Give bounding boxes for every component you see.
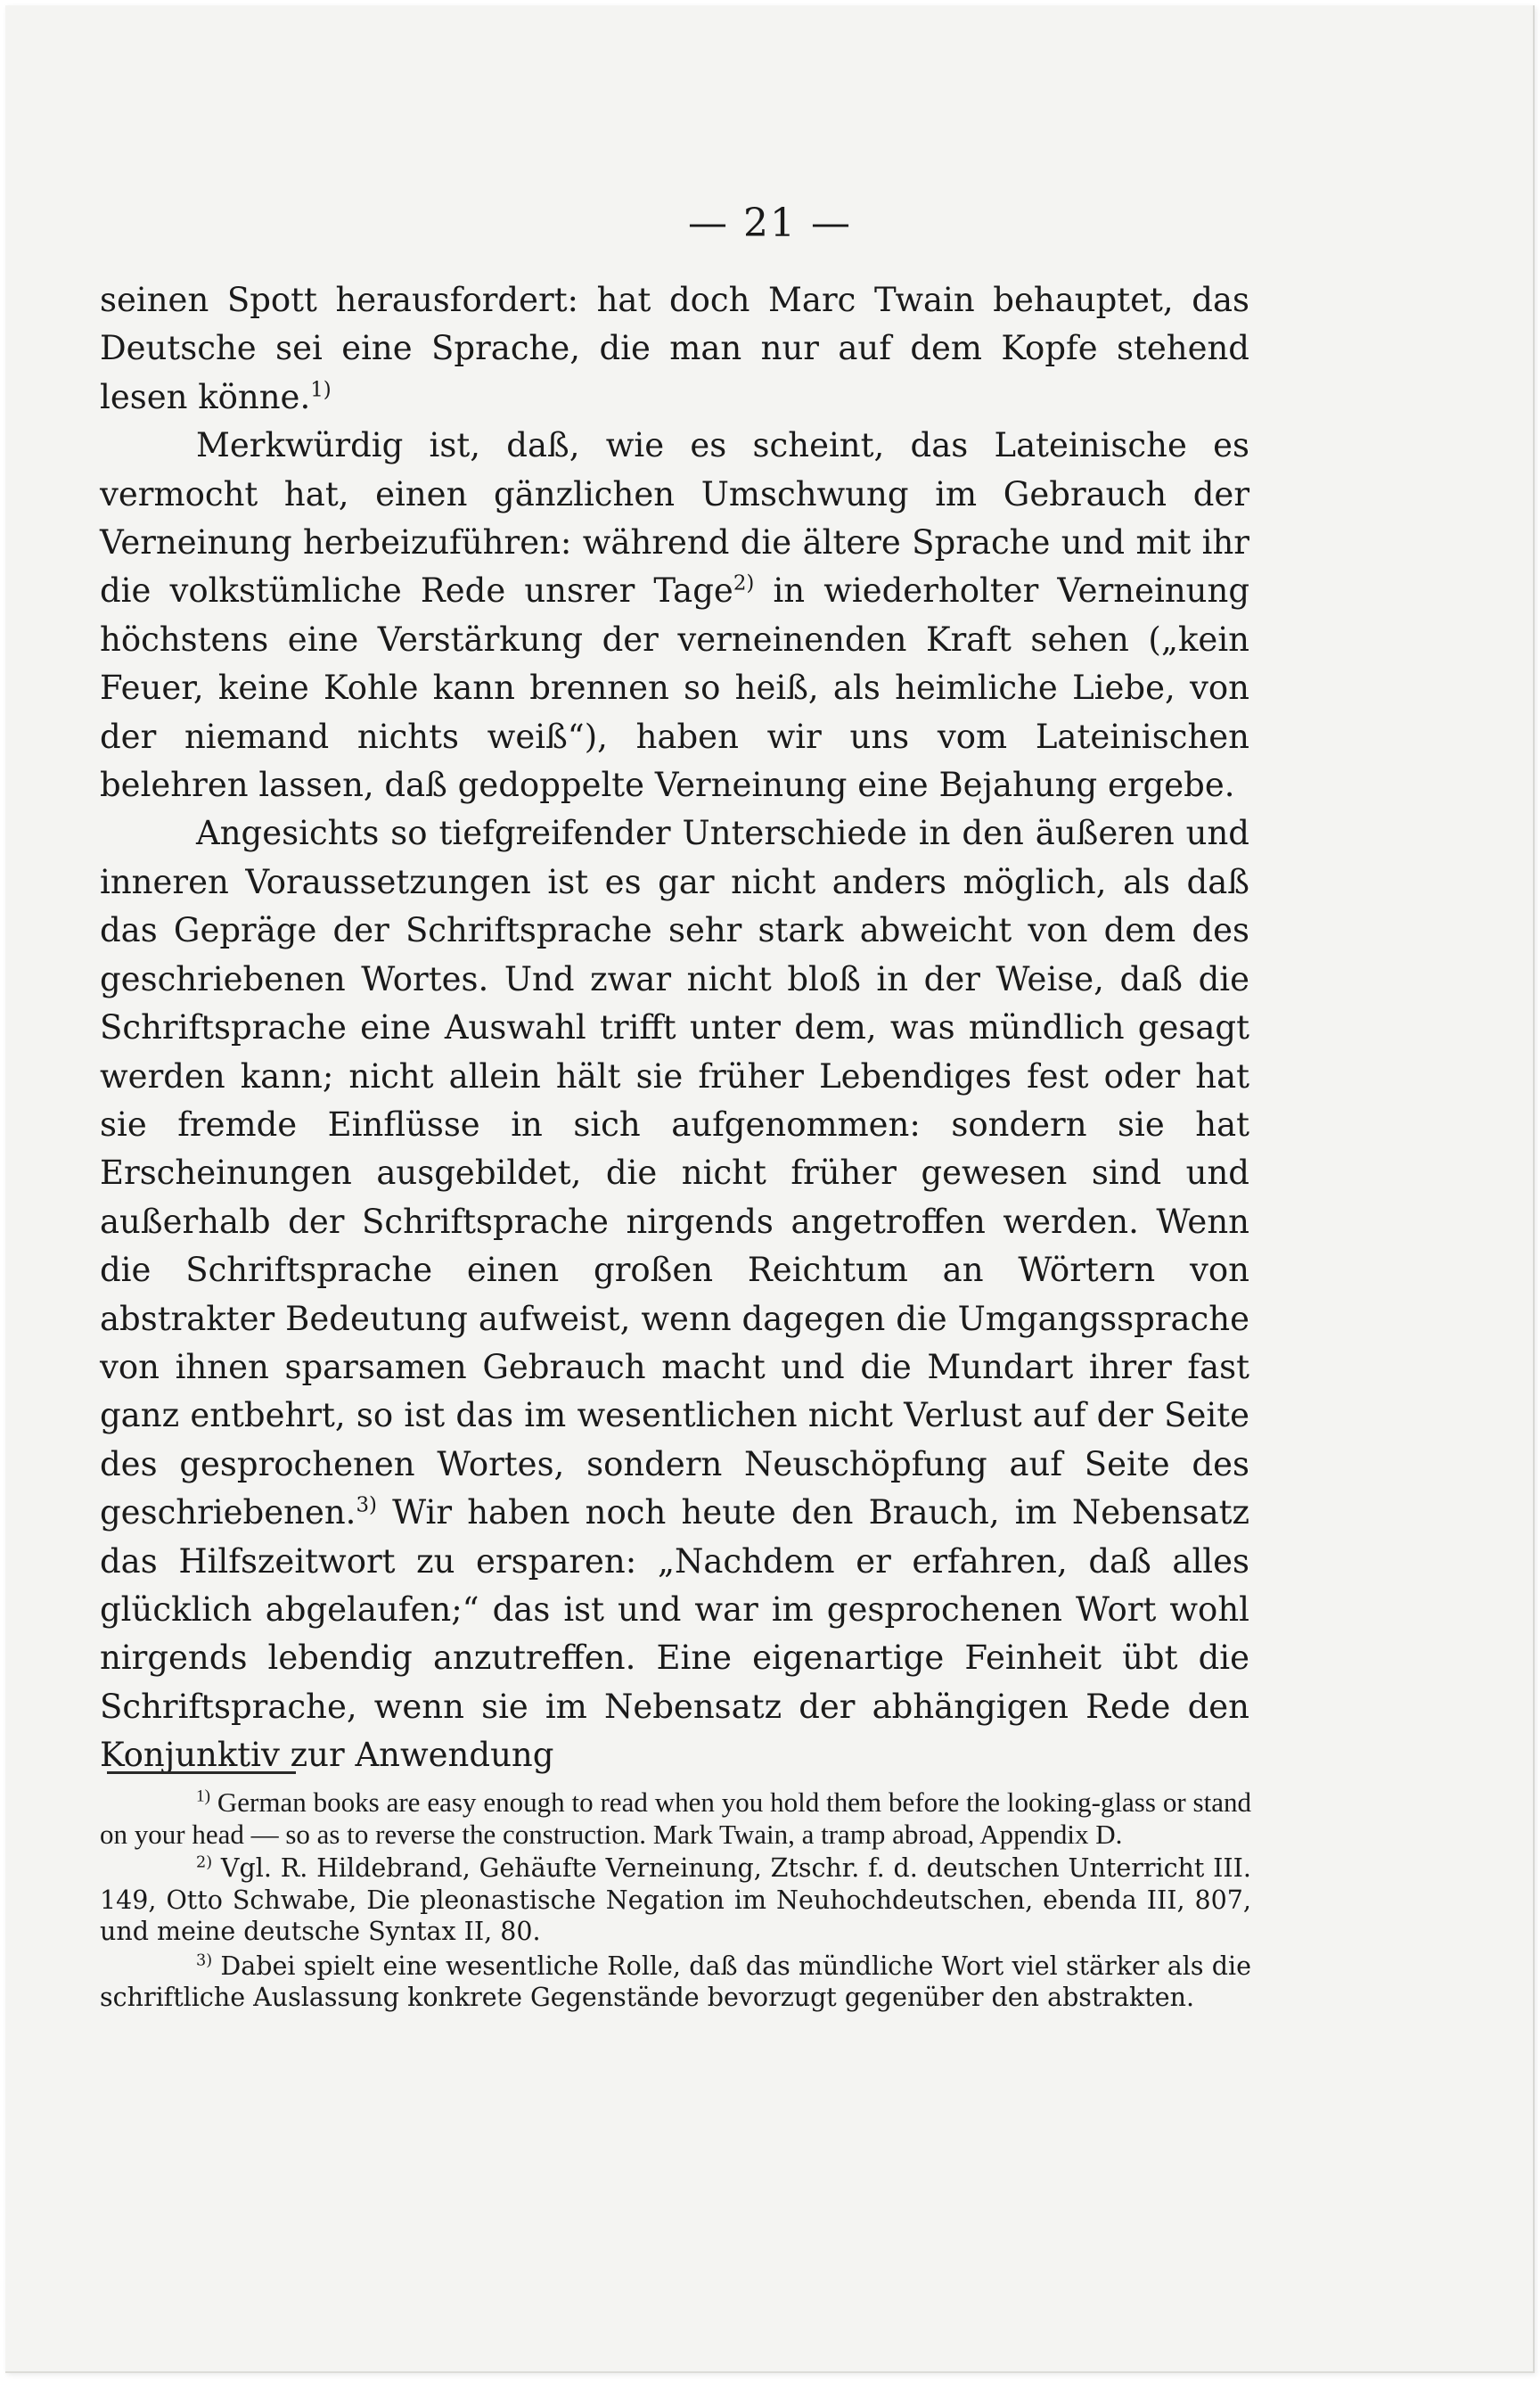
footnote-1-text: German books are easy enough to read when you hold them before the looking-glass or stand on your head — so as to reverse the construction. Mark Twain, a tramp abroad, Appendix D. <box>100 1786 1251 1850</box>
paragraph-3-text-a: Angesichts so tiefgreifender Unterschiede in den äußeren und inneren Voraussetzungen ist es gar nicht anders möglich, als daß das Gepräge der Schriftsprache sehr stark abweicht von dem des geschriebenen Wortes. Und zwar nicht bloß in der Weise, daß die Schriftsprache eine Auswahl trifft unter dem, was mündlich gesagt werden kann; nicht allein hält sie früher Lebendiges fest oder hat sie fremde Einflüsse in sich aufgenommen: sondern sie hat Erscheinungen ausgebildet, die nicht früher gewesen sind und außerhalb der Schriftsprache nirgends angetroffen werden. Wenn die Schriftsprache einen großen Reichtum an Wörtern von abstrakter Bedeutung aufweist, wenn dagegen die Umgangssprache von ihnen sparsamen Gebrauch macht und die Mundart ihrer fast ganz entbehrt, so ist das im wesentlichen nicht Verlust auf der Seite des gesprochenen Wortes, sondern Neuschöpfung auf Seite des geschriebenen. <box>100 814 1249 1532</box>
footnote-3-text: Dabei spielt eine wesentliche Rolle, daß das mündliche Wort viel stärker als die schriftliche Auslassung konkrete Gegenstände bevorzugt gegenüber den abstrakten. <box>100 1951 1251 2012</box>
footnote-ref-1: 1) <box>310 378 332 402</box>
paragraph-2-text-a: Merkwürdig ist, daß, wie es scheint, das Lateinische es vermocht hat, einen gänzlichen Umschwung im Gebrauch der Verneinung herbeizuführen: während die ältere Sprache und mit ihr die volkstümliche Rede unsrer Tage <box>100 426 1249 611</box>
page-number: — 21 — <box>688 201 852 246</box>
body-text <box>100 276 1249 1780</box>
footnote-1 <box>100 1786 1251 1850</box>
footnote-2-marker: 2) <box>196 1853 213 1872</box>
paragraph-1-text: seinen Spott herausfordert: hat doch Marc Twain behauptet, das Deutsche sei eine Sprache, die man nur auf dem Kopfe stehend lesen könne. <box>100 281 1249 416</box>
footnote-3-marker: 3) <box>196 1951 213 1969</box>
paragraph-2-text-b: in wiederholter Verneinung höchstens eine Verstärkung der verneinenden Kraft sehen („kein Feuer, keine Kohle kann brennen so heiß, als heimliche Liebe, von der niemand nichts weiß“), haben wir uns vom Lateinischen belehren lassen, daß gedoppelte Verneinung eine Bejahung ergebe. <box>100 571 1249 805</box>
footnote-divider <box>107 1771 296 1774</box>
paragraph-3 <box>100 809 1249 1779</box>
footnotes <box>100 1786 1251 2016</box>
footnote-ref-3: 3) <box>356 1493 377 1517</box>
footnote-1-marker: 1) <box>196 1786 210 1806</box>
paragraph-2 <box>100 422 1249 809</box>
footnote-ref-2: 2) <box>733 572 755 596</box>
footnote-3 <box>100 1951 1251 2014</box>
footnote-2 <box>100 1852 1251 1948</box>
paragraph-3-text-b: Wir haben noch heute den Brauch, im Nebensatz das Hilfszeitwort zu ersparen: „Nachdem er erfahren, daß alles glücklich abgelaufen;“ das ist und war im gesprochenen Wort wohl nirgends lebendig anzutreffen. Eine eigenartige Feinheit übt die Schriftsprache, wenn sie im Nebensatz der abhängigen Rede den Konjunktiv zur Anwendung <box>100 1493 1249 1775</box>
paragraph-1 <box>100 276 1249 422</box>
footnote-2-text: Vgl. R. Hildebrand, Gehäufte Verneinung, Ztschr. f. d. deutschen Unterricht III. 149, Otto Schwabe, Die pleonastische Negation im Neuhochdeutschen, ebenda III, 807, und meine deutsche Syntax II, 80. <box>100 1853 1251 1946</box>
